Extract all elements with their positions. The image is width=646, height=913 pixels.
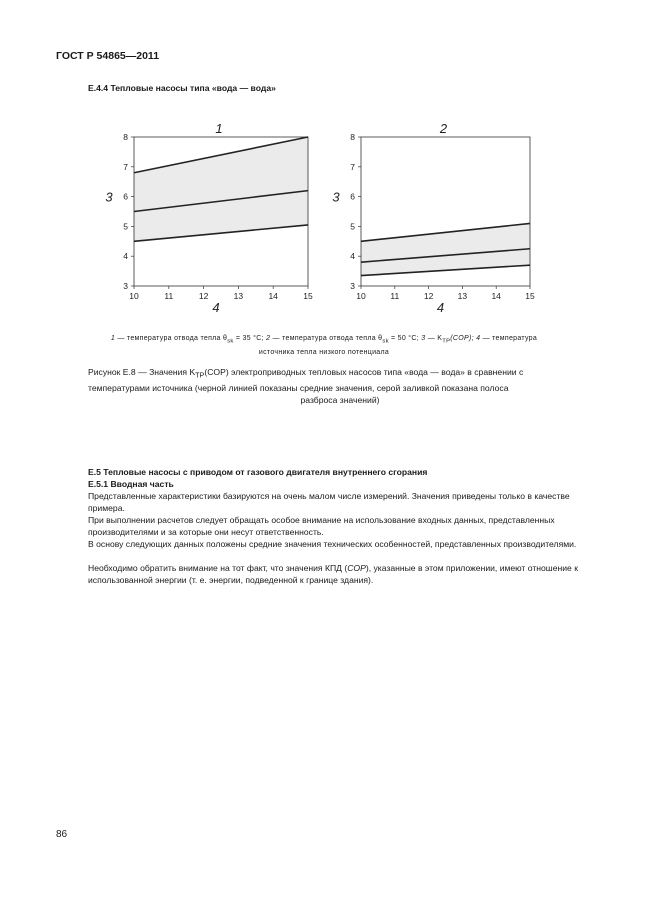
subsection-title-e51: Е.5.1 Вводная часть [88,479,174,489]
y-tick-label: 3 [123,281,128,291]
y-tick-label: 7 [123,161,128,172]
x-tick-label: 12 [423,291,434,301]
caption-line3: разброса значений) [300,394,380,405]
legend-item1-sub: sk [227,338,234,345]
caption-line2: температурами источника (черной линией показаны средние значения, серой заливкой показана полоса [88,382,509,393]
figure-caption [88,366,592,406]
figure-e8-charts [0,0,646,330]
chart-panel-label: 1 [215,121,223,136]
legend-item3-value: (COP); [450,335,474,342]
y-tick-label: 4 [350,251,355,262]
x-tick-label: 14 [268,291,278,301]
x-tick-label: 13 [457,291,468,301]
x-tick-label: 10 [356,291,366,301]
chart-x-label: 4 [436,300,445,315]
chart-y-label: 3 [105,189,113,205]
legend-item1-number: 1 [110,335,116,342]
legend-line2: источника тепла низкого потенциала [258,349,390,357]
paragraph-2: При выполнении расчетов следует обращать особое внимание на использование входных данных, представленных производителями и за которые они несут ответственность. [88,515,555,537]
legend-item2-number: 2 [266,335,271,342]
x-tick-label: 10 [129,291,139,301]
legend-item1-text: — температура отвода тепла θ [115,335,228,342]
legend-item2-text: — температура отвода тепла θ [270,335,383,342]
paragraph-4-cop: COP [347,563,366,573]
page-number: 86 [56,829,68,840]
y-tick-label: 3 [350,281,355,291]
x-tick-label: 15 [525,291,535,301]
chart-panel-2 [332,121,535,315]
x-tick-label: 11 [390,291,400,301]
caption-prefix: Рисунок Е.8 — Значения K [88,367,196,377]
caption-sub: TP [195,371,205,380]
y-tick-label: 7 [350,161,355,172]
x-tick-label: 13 [233,291,244,301]
legend-item4-number: 4 [476,335,481,342]
y-tick-label: 6 [350,191,355,202]
chart-panel-label: 2 [439,121,448,136]
chart-band [134,137,308,241]
legend-item2-value: = 50 °C; [388,335,420,342]
x-tick-label: 11 [164,291,174,301]
y-tick-label: 6 [123,191,128,202]
y-tick-label: 5 [350,221,355,232]
legend-item3-number: 3 [421,335,426,342]
y-tick-label: 8 [350,132,355,142]
chart-x-label: 4 [212,300,220,315]
legend-item3-text: — K [425,335,443,342]
y-tick-label: 4 [123,251,128,262]
figure-legend [56,333,592,359]
paragraph-1: Представленные характеристики базируются на очень малом числе измерений. Значения приведены только в качестве примера. [88,491,570,513]
x-tick-label: 12 [198,291,209,301]
section-title-e44: Е.4.4 Тепловые насосы типа «вода — вода» [88,83,276,93]
chart-panel-1 [105,121,313,315]
legend-item1-value: = 35 °C; [233,335,264,342]
legend-item4-text: — температура [480,335,538,342]
legend-item2-sub: sk [382,338,389,345]
document-header: ГОСТ Р 54865—2011 [56,50,160,62]
paragraph-4-part-a: Необходимо обратить внимание на тот факт, что значения КПД ( [88,563,348,573]
y-tick-label: 8 [123,132,128,142]
paragraph-4-part-c: ), указанные в этом приложении, имеют отношение к использованной энергии (т. е. энергии, подведенной к границе здания). [88,563,578,585]
chart-y-label: 3 [332,189,340,205]
caption-rest: (COP) электроприводных тепловых насосов типа «вода — вода» в сравнении с [204,367,524,377]
y-tick-label: 5 [123,221,128,232]
chart-band [361,223,530,275]
section-title-e5: Е.5 Тепловые насосы с приводом от газового двигателя внутреннего сгорания [88,467,428,477]
paragraph-3: В основу следующих данных положены средние значения технических особенностей, представленных производителями. [88,539,577,549]
paragraph-4 [88,562,592,586]
legend-item3-sub: TP [442,338,451,345]
x-tick-label: 14 [491,291,501,301]
x-tick-label: 15 [303,291,313,301]
